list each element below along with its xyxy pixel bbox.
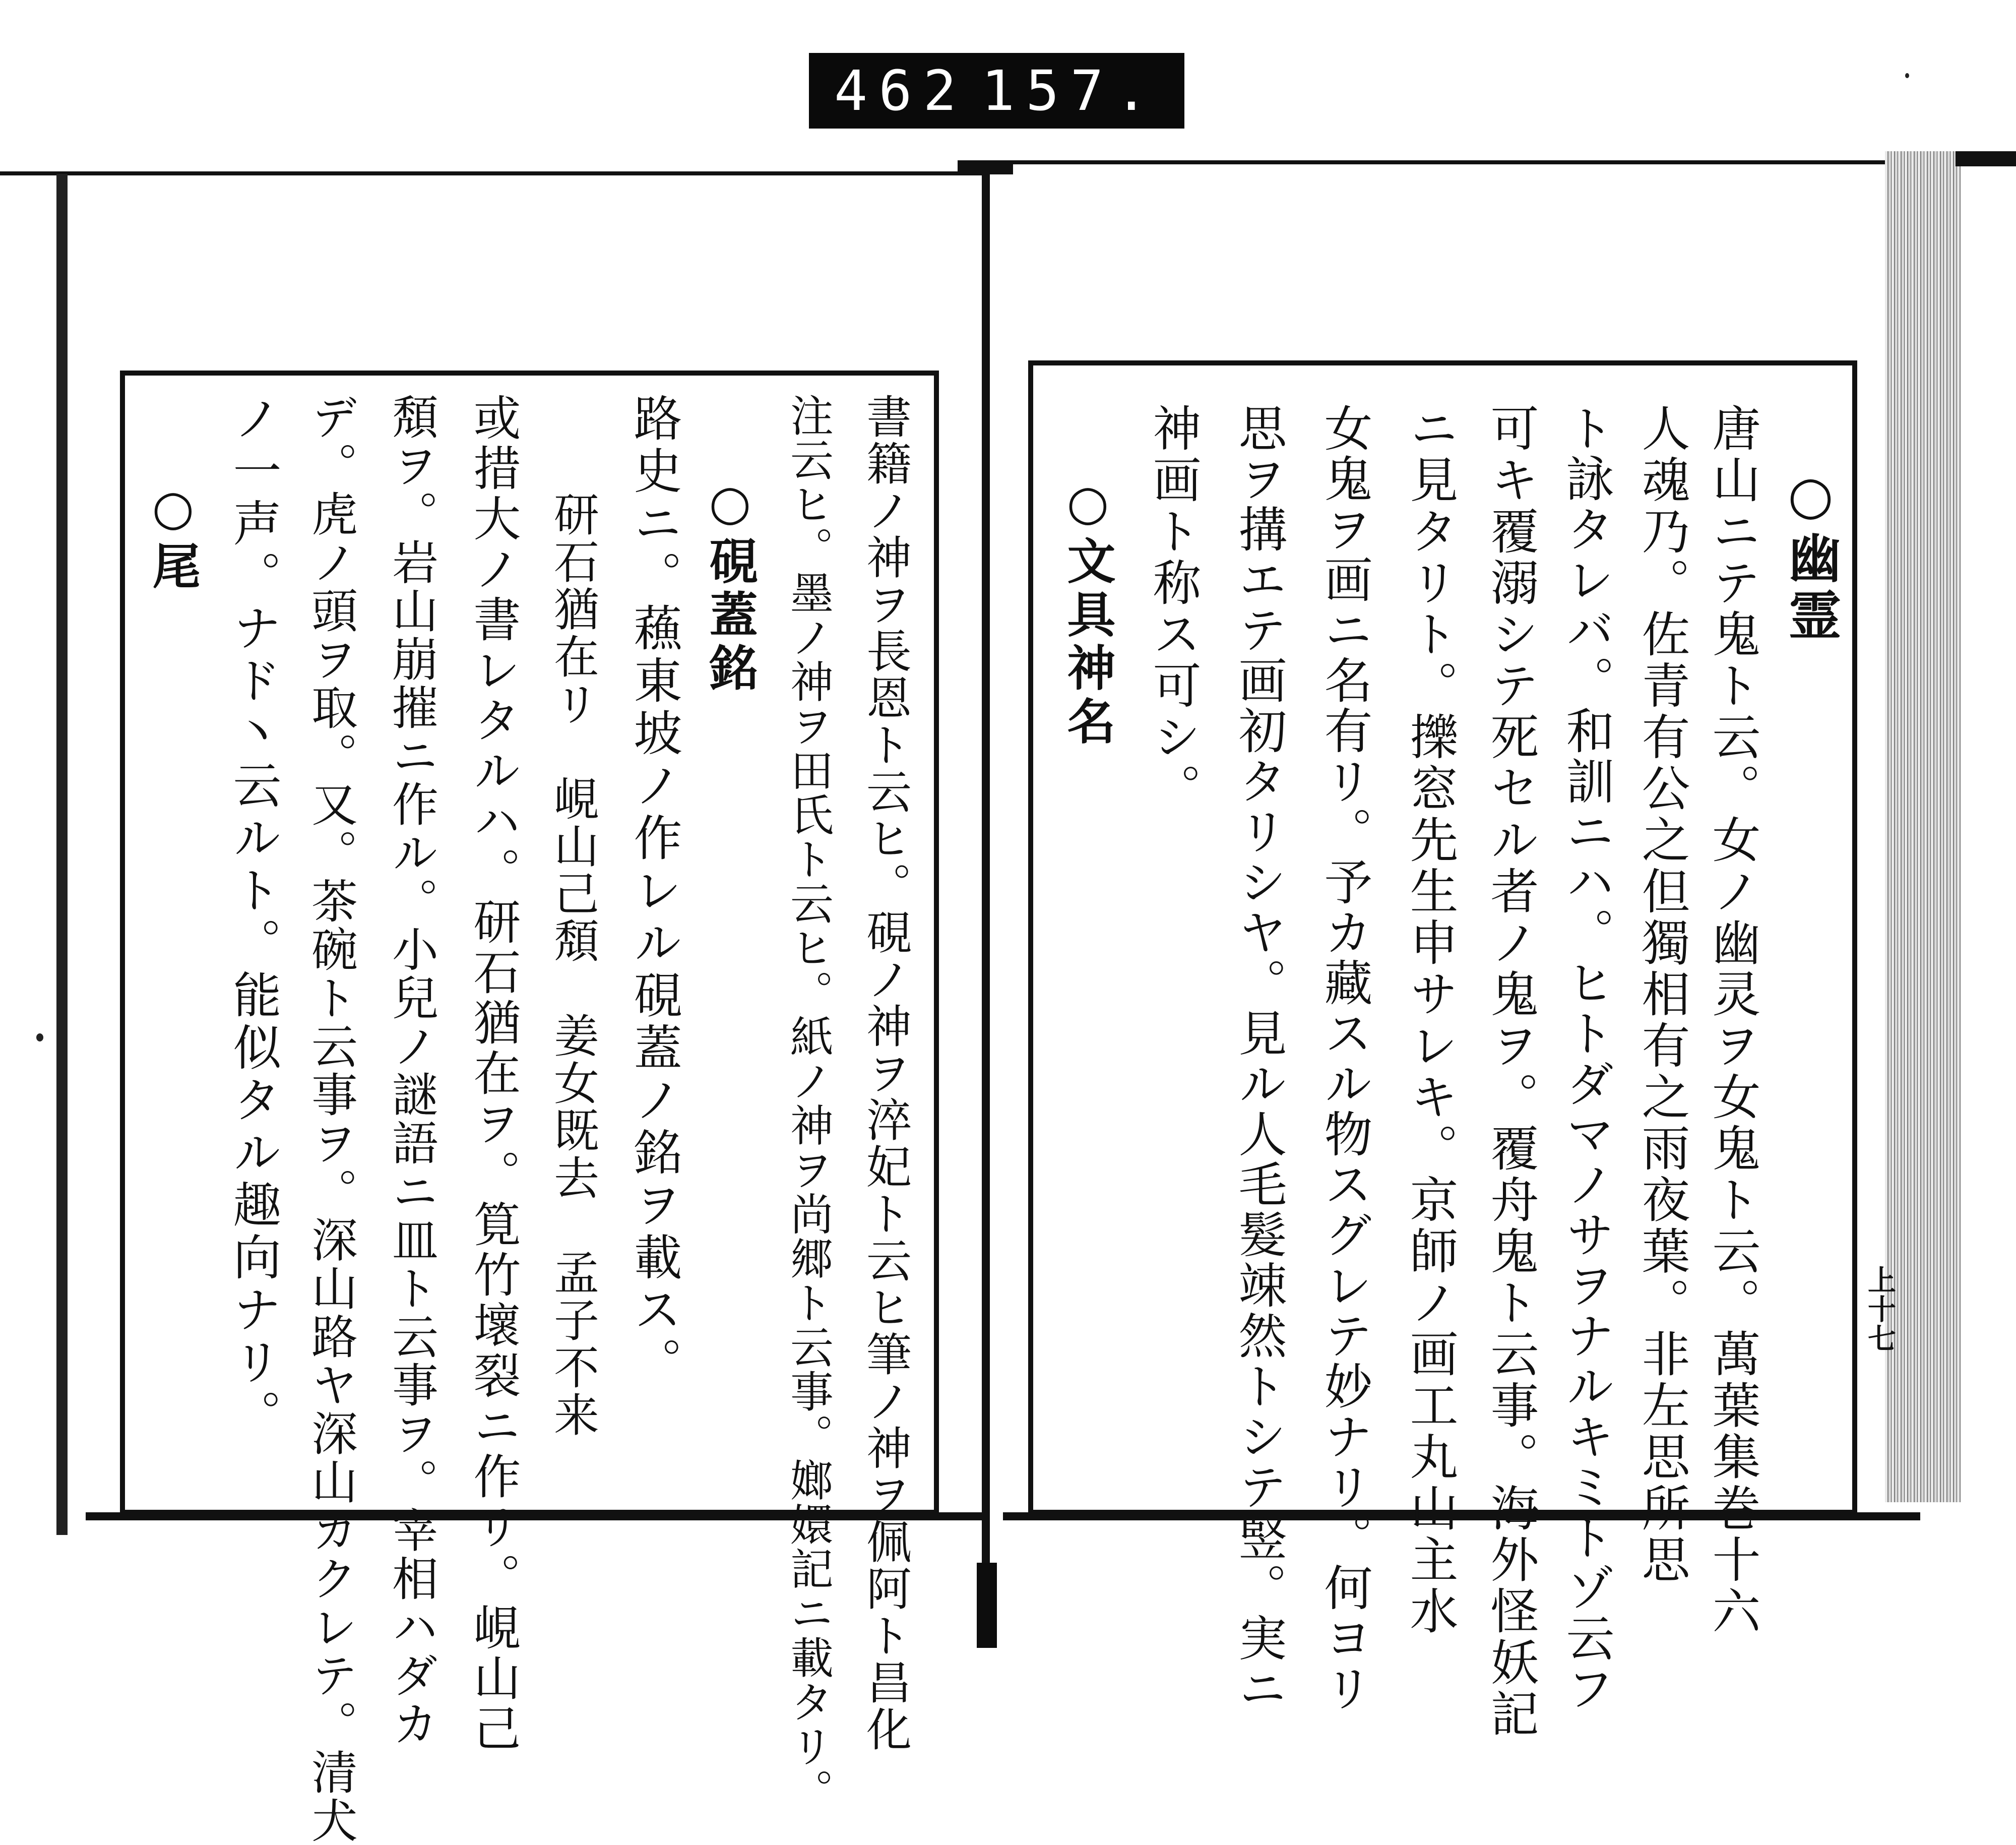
film-label [809,53,1184,129]
text-column: 神画ト称ス可シ。 [1145,403,1202,815]
folio-number: 上十七 [1863,1265,1897,1353]
book-spine [982,166,990,1628]
text-column: 或措大ノ書レタルハ。研石猶在ヲ。筧竹壞裂ニ作リ。峴山己 [465,393,520,1754]
text-column: 唐山ニテ鬼ト云。女ノ幽灵ヲ女鬼ト云。萬葉集巻十六 [1705,403,1761,1637]
text-column: ノ一声。ナド丶云ルト。能似タル趣向ナリ。 [225,393,282,1442]
heading-o: ○尾 [145,479,202,594]
text-column: 書籍ノ神ヲ長恩ト云ヒ。硯ノ神ヲ淬妃ト云ヒ筆ノ神ヲ佩阿ト昌化 [858,393,911,1753]
text-column: 思ヲ搆エテ画初タリシヤ。見ル人毛髮竦然トシテ竪。実ニ [1231,403,1287,1714]
right-cover-top [988,160,1890,164]
heading-yurei: ○幽霊 [1780,464,1842,646]
right-cover-edge [1956,151,2016,166]
text-column: デ。虎ノ頭ヲ取。又。茶碗ト云事ヲ。深山路ヤ深山カクレテ。清犬 [304,393,358,1845]
film-label-right: 157. [981,58,1159,123]
text-column: ニ見タリト。擽窓先生申サレキ。京師ノ画工丸山主水 [1402,403,1459,1637]
heading-bungu-shinmei: ○文具神名 [1059,474,1116,750]
left-page-edge [56,174,68,1535]
text-column: 注云ヒ。墨ノ神ヲ田氏ト云ヒ。紙ノ神ヲ尚郷ト云事。嫏嬛記ニ載タリ。 [783,393,833,1813]
verse-column: 研石猶在リ 峴山己頽 姜女既去 孟子不来 [546,444,599,1439]
scan-speck [36,1033,43,1041]
text-column: 頽ヲ。岩山崩摧ニ作ル。小兒ノ謎語ニ皿ト云事ヲ。宰相ハダカ [385,393,438,1748]
right-page-bottom-rule [1003,1512,1920,1520]
text-column: 女鬼ヲ画ニ名有リ。予カ藏スル物スグレテ妙ナリ。何ヨリ [1316,403,1373,1714]
spine-foot [977,1563,997,1648]
text-column: 可キ覆溺シテ死セル者ノ鬼ヲ。覆舟鬼ト云事。海外怪妖記 [1483,403,1539,1740]
text-column: 路史ニ。蘓東坡ノ作レル硯蓋ノ銘ヲ載ス。 [626,393,682,1389]
left-page-bottom-rule [86,1512,983,1520]
film-label-left: 462 [834,58,968,123]
scan-speck [1905,73,1909,78]
heading-suzuributa-mei: ○硯蓋銘 [702,474,759,696]
text-column: ト詠タレバ。和訓ニハ。ヒトダマノサヲナルキミトゾ云フ [1558,403,1615,1714]
text-column: 人魂乃。佐青有公之但獨相有之雨夜葉。非左思所思 [1634,403,1690,1586]
left-cover-top [0,171,983,175]
